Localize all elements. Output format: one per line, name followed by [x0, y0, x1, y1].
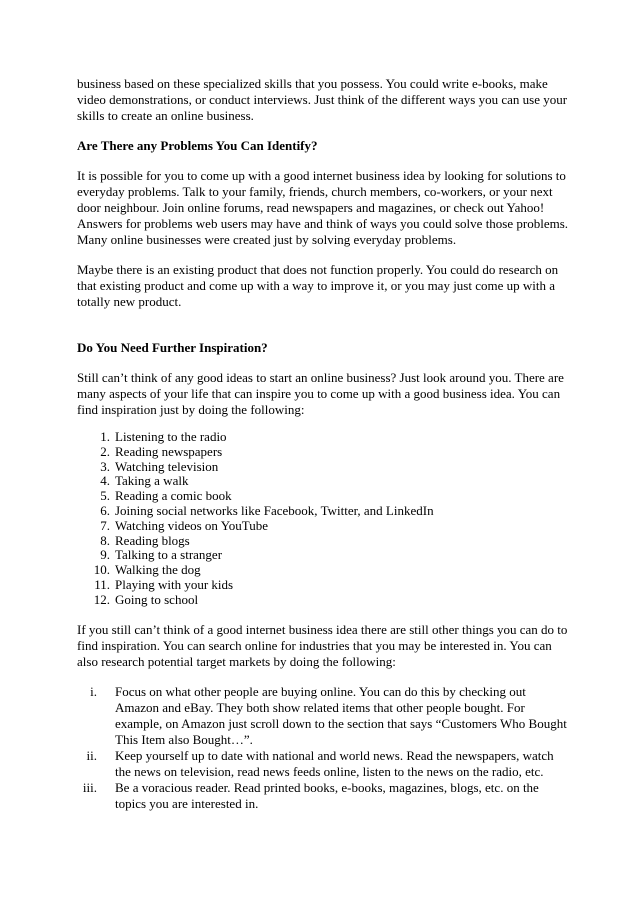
list-item: [77, 563, 569, 578]
intro-paragraph: business based on these specialized skills that you possess. You could write e-books, make video demonstrations, or conduct interviews. Just think of the different ways you can use your skills to create an online business.: [77, 76, 568, 123]
list-item-text: Walking the dog: [115, 562, 201, 578]
list-item-text: Keep yourself up to date with national and world news. Read the newspapers, watch the news on television, read news feeds online, listen to the news on the radio, etc.: [115, 747, 554, 779]
research-roman-list: [77, 684, 569, 812]
list-item-text: Watching television: [115, 458, 219, 474]
list-marker: 8.: [100, 532, 110, 548]
list-marker: 10.: [93, 562, 110, 578]
list-marker: 6.: [100, 502, 110, 518]
document-page: [77, 76, 569, 812]
list-marker: 5.: [100, 488, 110, 504]
list-item: [77, 519, 569, 534]
list-item: [77, 684, 569, 748]
list-item-text: Talking to a stranger: [115, 547, 223, 563]
list-marker: 2.: [100, 443, 110, 459]
section-heading-problems: Are There any Problems You Can Identify?: [77, 138, 318, 153]
list-marker: 9.: [100, 547, 110, 563]
list-item-text: Reading a comic book: [115, 488, 232, 504]
list-item: [77, 489, 569, 504]
list-item: [77, 460, 569, 475]
list-marker: 4.: [100, 473, 110, 489]
list-item-text: Joining social networks like Facebook, Twitter, and LinkedIn: [115, 502, 434, 518]
list-marker: 3.: [100, 458, 110, 474]
list-item-text: Be a voracious reader. Read printed books, e-books, magazines, blogs, etc. on the topics you are interested in.: [115, 779, 539, 811]
inspiration-paragraph-1: Still can’t think of any good ideas to start an online business? Just look around you. There are many aspects of your life that can inspire you to come up with a good business idea. You can find inspiration just by doing the following:: [77, 370, 564, 417]
list-item-text: Reading blogs: [115, 532, 190, 548]
list-item-text: Taking a walk: [115, 473, 189, 489]
list-marker: 7.: [100, 517, 110, 533]
list-marker: i.: [90, 683, 97, 699]
list-item: [77, 548, 569, 563]
list-item-text: Playing with your kids: [115, 576, 234, 592]
list-item: [77, 430, 569, 445]
list-item-text: Going to school: [115, 591, 199, 607]
list-item-text: Watching videos on YouTube: [115, 517, 269, 533]
list-item: [77, 748, 569, 780]
list-item: [77, 445, 569, 460]
section-heading-inspiration: Do You Need Further Inspiration?: [77, 340, 268, 355]
list-item: [77, 534, 569, 549]
list-item-text: Reading newspapers: [115, 443, 223, 459]
list-item: [77, 780, 569, 812]
list-item-text: Listening to the radio: [115, 429, 227, 444]
list-item-text: Focus on what other people are buying online. You can do this by checking out Amazon and eBay. They both show related items that other people bought. For example, on Amazon just scroll down to the section that says “Customers Who Bought This Item also Bought…”.: [115, 683, 567, 747]
list-marker: 1.: [100, 429, 110, 444]
list-item: [77, 578, 569, 593]
list-marker: 12.: [93, 591, 110, 607]
problems-paragraph-2: Maybe there is an existing product that does not function properly. You could do research on that existing product and come up with a way to improve it, or you may just come up with a totally new product.: [77, 262, 559, 309]
inspiration-numbered-list: [77, 430, 569, 608]
problems-paragraph-1: It is possible for you to come up with a good internet business idea by looking for solutions to everyday problems. Talk to your family, friends, church members, co-workers, or your next door neighbour. Join online forums, read newspapers and magazines, or check out Yahoo! Answers for problems web users may have and think of ways you could solve those problems. Many online businesses were created just by solving everyday problems.: [77, 168, 569, 247]
list-item: [77, 593, 569, 608]
list-marker: iii.: [82, 779, 97, 795]
list-marker: ii.: [86, 747, 97, 763]
list-item: [77, 474, 569, 489]
list-item: [77, 504, 569, 519]
inspiration-paragraph-2: If you still can’t think of a good internet business idea there are still other things you can do to find inspiration. You can search online for industries that you may be interested in. You can also research potential target markets by doing the following:: [77, 621, 568, 669]
list-marker: 11.: [94, 576, 110, 592]
